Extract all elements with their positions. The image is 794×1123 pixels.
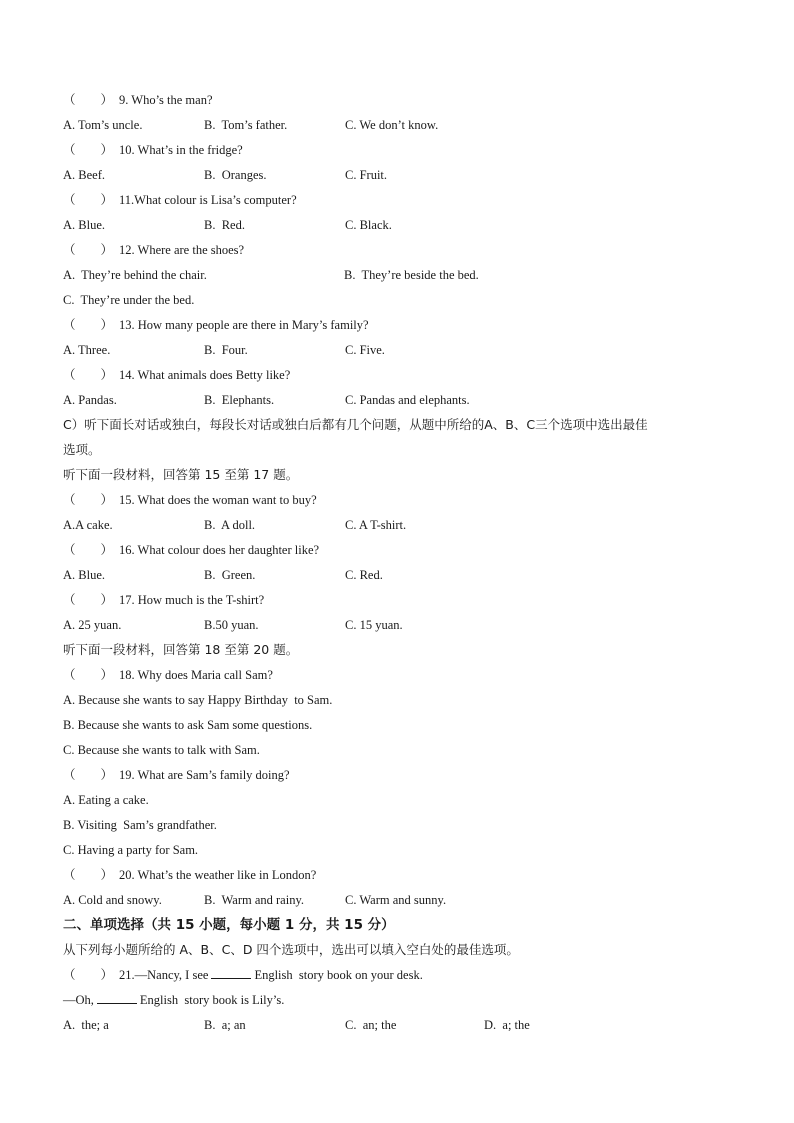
option-c: C. They’re under the bed. [63,293,195,307]
answer-bracket: （ ） [63,868,114,882]
answer-bracket: （ ） [63,668,114,682]
question-21 [63,965,743,990]
option-b: B. Because she wants to ask Sam some questions. [63,718,313,732]
option-b: B. a; an [204,1018,246,1032]
option-a: A. 25 yuan. [63,618,122,632]
options-14 [63,390,743,415]
question-text: 10. What’s in the fridge? [119,143,243,157]
content [63,90,743,1040]
options-10 [63,165,743,190]
option-a: A. Because she wants to say Happy Birthday to Sam. [63,693,333,707]
answer-bracket: （ ） [63,143,114,157]
section-c-instruction: C）听下面长对话或独白，每段长对话或独白后都有几个问题，从题中所给的A、B、C三个选项中选出最佳 [63,417,648,432]
section-c-instruction-cont: 选项。 [63,442,101,457]
blank-line [97,990,137,1004]
material-intro-1: 听下面一段材料，回答第 15 至第 17 题。 [63,467,299,482]
question-11 [63,190,743,215]
option-b: B.50 yuan. [204,618,259,632]
question-text: 19. What are Sam’s family doing? [119,768,290,782]
option-b: B. A doll. [204,518,256,532]
option-c: C. Fruit. [345,168,388,182]
answer-bracket: （ ） [63,318,114,332]
options-15 [63,515,743,540]
answer-bracket: （ ） [63,493,114,507]
question-text: 16. What colour does her daughter like? [119,543,320,557]
answer-bracket: （ ） [63,768,114,782]
question-20 [63,865,743,890]
question-text: 17. How much is the T-shirt? [119,593,265,607]
option-b: B. They’re beside the bed. [344,268,479,282]
question-12 [63,240,743,265]
question-text: 15. What does the woman want to buy? [119,493,317,507]
option-a: A. Blue. [63,568,106,582]
section-heading: 二、单项选择（共 15 小题，每小题 1 分，共 15 分） [63,917,395,933]
option-b: B. Warm and rainy. [204,893,305,907]
question-21-reply [63,990,743,1015]
question-19 [63,765,743,790]
options-16 [63,565,743,590]
reply-text: —Oh, [63,993,94,1007]
option-c: C. Because she wants to talk with Sam. [63,743,260,757]
option-c: C. an; the [345,1018,397,1032]
option-a: A. They’re behind the chair. [63,268,207,282]
option-c: C. Red. [345,568,383,582]
option-a: A. Three. [63,343,111,357]
option-a: A. Blue. [63,218,106,232]
question-text: 21.—Nancy, I see [119,968,209,982]
answer-bracket: （ ） [63,93,114,107]
material-intro-2: 听下面一段材料，回答第 18 至第 20 题。 [63,642,299,657]
question-18 [63,665,743,690]
option-b: B. Oranges. [204,168,267,182]
option-c: C. 15 yuan. [345,618,403,632]
reply-text-cont: English story book is Lily’s. [139,993,285,1007]
option-a: A. Cold and snowy. [63,893,162,907]
option-c: C. A T-shirt. [345,518,407,532]
question-10 [63,140,743,165]
option-b: B. Elephants. [204,393,275,407]
question-9 [63,90,743,115]
answer-bracket: （ ） [63,968,114,982]
option-a: A. Tom’s uncle. [63,118,143,132]
option-b: B. Red. [204,218,245,232]
options-12 [63,265,743,290]
question-text: 13. How many people are there in Mary’s family? [119,318,369,332]
question-text-cont: English story book on your desk. [254,968,423,982]
question-13 [63,315,743,340]
section-instruction: 从下列每小题所给的 A、B、C、D 四个选项中，选出可以填入空白处的最佳选项。 [63,942,519,957]
options-17 [63,615,743,640]
options-13 [63,340,743,365]
options-11 [63,215,743,240]
question-text: 20. What’s the weather like in London? [119,868,317,882]
option-b: B. Tom’s father. [204,118,288,132]
option-a: A. Eating a cake. [63,793,149,807]
answer-bracket: （ ） [63,543,114,557]
question-text: 12. Where are the shoes? [119,243,245,257]
option-c: C. Five. [345,343,385,357]
question-text: 9. Who’s the man? [119,93,213,107]
option-c: C. Warm and sunny. [345,893,447,907]
option-a: A.A cake. [63,518,113,532]
option-a: A. the; a [63,1018,109,1032]
answer-bracket: （ ） [63,368,114,382]
answer-bracket: （ ） [63,243,114,257]
question-17 [63,590,743,615]
option-b: B. Four. [204,343,248,357]
question-text: 11.What colour is Lisa’s computer? [119,193,297,207]
option-a: A. Pandas. [63,393,117,407]
option-c: C. Pandas and elephants. [345,393,470,407]
option-d: D. a; the [484,1018,530,1032]
option-c: C. Black. [345,218,392,232]
options-20 [63,890,743,915]
question-15 [63,490,743,515]
question-14 [63,365,743,390]
option-b: B. Green. [204,568,256,582]
option-c: C. Having a party for Sam. [63,843,199,857]
answer-bracket: （ ） [63,193,114,207]
option-c: C. We don’t know. [345,118,439,132]
blank-line [211,965,251,979]
question-16 [63,540,743,565]
options-9 [63,115,743,140]
question-text: 18. Why does Maria call Sam? [119,668,273,682]
question-text: 14. What animals does Betty like? [119,368,291,382]
options-21 [63,1015,743,1040]
answer-bracket: （ ） [63,593,114,607]
option-a: A. Beef. [63,168,105,182]
option-b: B. Visiting Sam’s grandfather. [63,818,217,832]
